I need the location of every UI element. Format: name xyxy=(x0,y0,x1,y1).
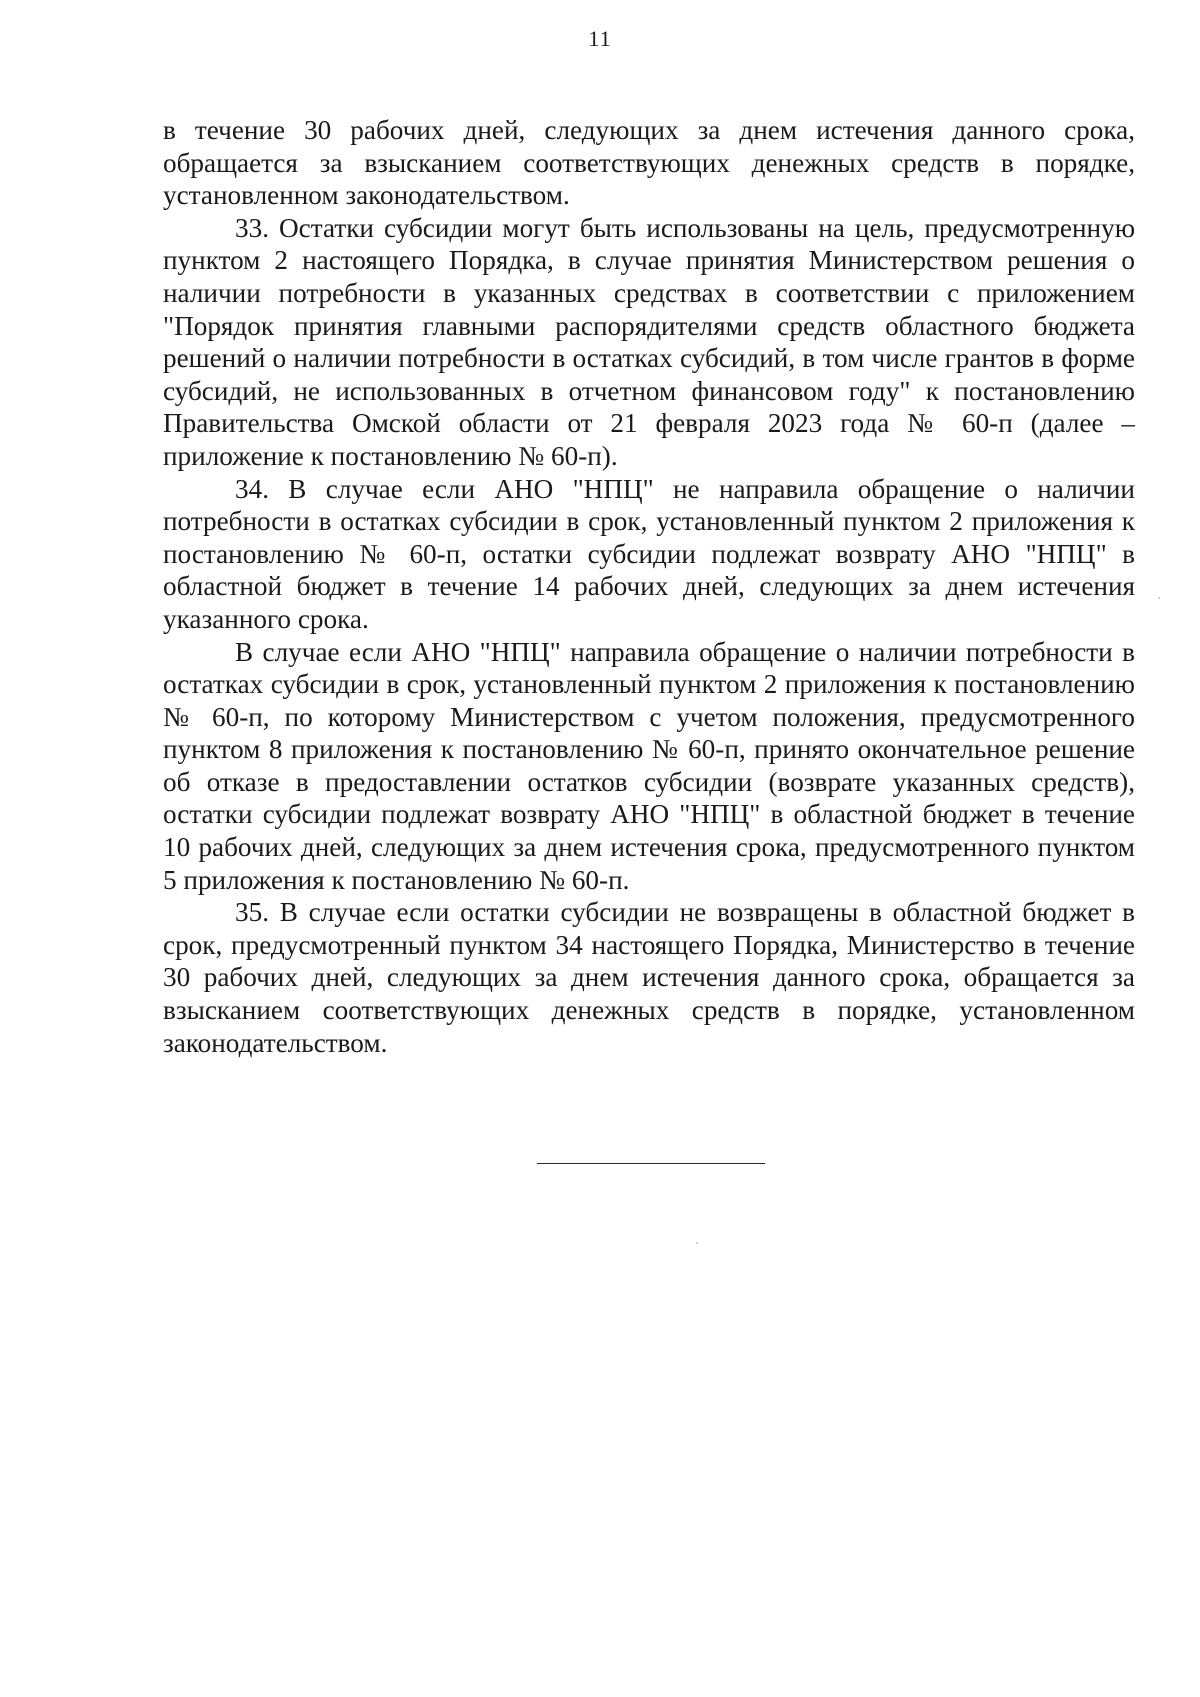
scan-speck xyxy=(1158,597,1160,599)
scan-speck xyxy=(696,1242,698,1244)
paragraph-item-34-part-2: В случае если АНО "НПЦ" направила обращение о наличии потребности в остатках субсидии в срок, установленный пунктом 2 приложения к постановлению № 60-п, по которому Министерством с учетом положения, предусмотренного пунктом 8 приложения к постановлению № 60-п, принято окончательное решение об отказе в предоставлении остатков субсидии (возврате указанных средств), остатки субсидии подлежат возврату АНО "НПЦ" в областной бюджет в течение 10 рабочих дней, следующих за днем истечения срока, предусмотренного пунктом 5 приложения к постановлению № 60-п. xyxy=(163,636,1135,895)
paragraph-item-34: 34. В случае если АНО "НПЦ" не направила обращение о наличии потребности в остатках субсидии в срок, установленный пунктом 2 приложения к постановлению № 60-п, остатки субсидии подлежат возврату АНО "НПЦ" в областной бюджет в течение 14 рабочих дней, следующих за днем истечения указанного срока. xyxy=(163,473,1135,634)
paragraph-item-35: 35. В случае если остатки субсидии не возвращены в областной бюджет в срок, предусмотренный пунктом 34 настоящего Порядка, Министерство в течение 30 рабочих дней, следующих за днем истечения данного срока, обращается за взысканием соответствующих денежных средств в порядке, установленном законодательством. xyxy=(163,897,1135,1058)
paragraph-continuation: в течение 30 рабочих дней, следующих за днем истечения данного срока, обращается за взысканием соответствующих денежных средств в порядке, установленном законодательством. xyxy=(163,115,1135,211)
end-of-text-rule xyxy=(537,1163,765,1164)
page-number: 11 xyxy=(588,26,612,51)
paragraph-item-33: 33. Остатки субсидии могут быть использованы на цель, предусмотренную пунктом 2 настоящего Порядка, в случае принятия Министерством решения о наличии потребности в указанных средствах в соответствии с приложением "Порядок принятия главными распорядителями средств областного бюджета решений о наличии потребности в остатках субсидий, в том числе грантов в форме субсидий, не использованных в отчетном финансовом году" к постановлению Правительства Омской области от 21 февраля 2023 года № 60-п (далее – приложение к постановлению № 60-п). xyxy=(163,212,1135,471)
document-body xyxy=(163,114,1135,1059)
